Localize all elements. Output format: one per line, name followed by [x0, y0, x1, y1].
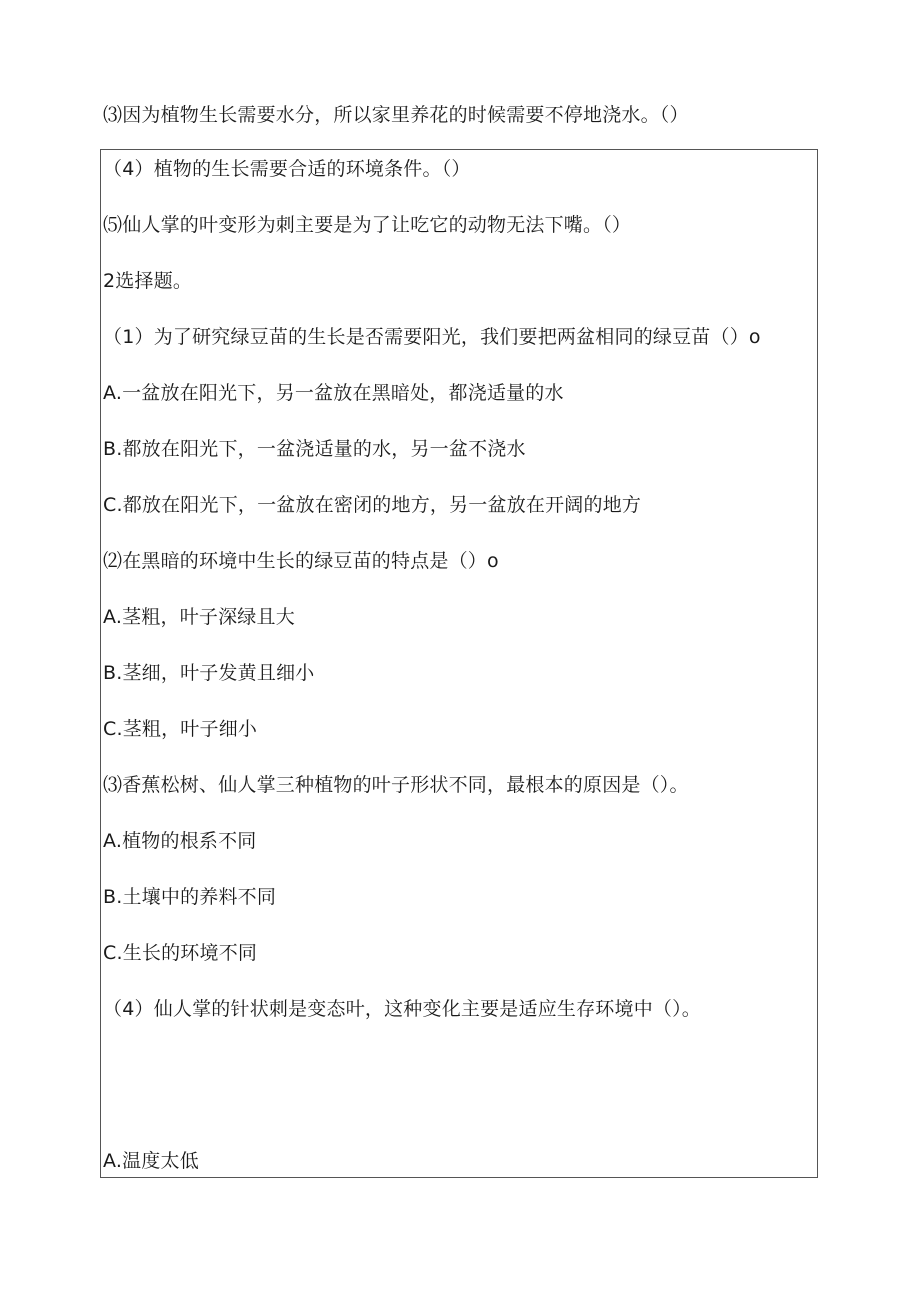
choice-question-1: （1）为了研究绿豆苗的生长是否需要阳光，我们要把两盆相同的绿豆苗（）o [103, 326, 761, 348]
choice-question-4: （4）仙人掌的针状刺是变态叶，这种变化主要是适应生存环境中（）。 [103, 998, 701, 1020]
choice-4-option-a: A.温度太低 [103, 1150, 199, 1172]
choice-1-option-b: B.都放在阳光下，一盆浇适量的水，另一盆不浇水 [103, 438, 526, 460]
choice-question-3: ⑶香蕉松树、仙人掌三种植物的叶子形状不同，最根本的原因是（）。 [103, 774, 689, 796]
choice-3-option-c: C.生长的环境不同 [103, 942, 258, 964]
choice-question-2: ⑵在黑暗的环境中生长的绿豆苗的特点是（）o [103, 550, 499, 572]
choice-1-option-a: A.一盆放在阳光下，另一盆放在黑暗处，都浇适量的水 [103, 382, 564, 404]
section-heading-choice: 2选择题。 [103, 270, 193, 292]
judgment-item-5: ⑸仙人掌的叶变形为刺主要是为了让吃它的动物无法下嘴。（） [103, 214, 632, 236]
choice-3-option-b: B.土壤中的养料不同 [103, 886, 277, 908]
choice-2-option-c: C.茎粗，叶子细小 [103, 718, 258, 740]
choice-1-option-c: C.都放在阳光下，一盆放在密闭的地方，另一盆放在开阔的地方 [103, 494, 642, 516]
judgment-item-3: ⑶因为植物生长需要水分，所以家里养花的时候需要不停地浇水。（） [103, 104, 689, 126]
choice-3-option-a: A.植物的根系不同 [103, 830, 257, 852]
choice-2-option-a: A.茎粗，叶子深绿且大 [103, 606, 295, 628]
judgment-item-4: （4）植物的生长需要合适的环境条件。（） [103, 158, 471, 180]
choice-2-option-b: B.茎细，叶子发黄且细小 [103, 662, 315, 684]
